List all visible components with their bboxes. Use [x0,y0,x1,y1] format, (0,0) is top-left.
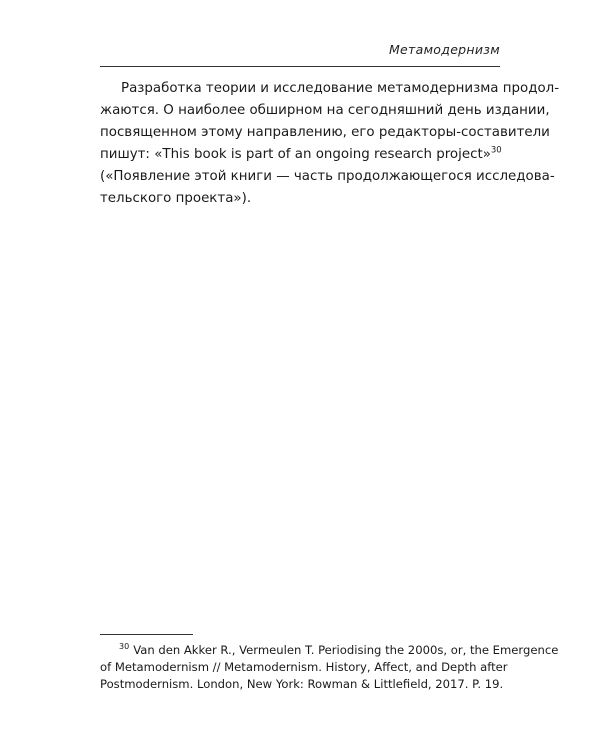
running-head-title: Метамодернизм [388,42,500,57]
footnote-line: Postmodernism. London, New York: Rowman & Littlefield, 2017. P. 19. [100,677,504,691]
footnote-line-text: Van den Akker R., Vermeulen T. Periodising the 2000s, or, the Emergence [133,643,559,657]
paragraph-line: Разработка теории и исследование метамодернизма продол- [121,81,560,96]
footnote-reference[interactable]: 30 [490,145,502,156]
paragraph-line: посвященном этому направлению, его редакторы-составители [100,125,550,140]
header-rule [100,66,500,67]
paragraph-line: жаются. О наиболее обширном на сегодняшний день издании, [100,103,550,118]
footnote [100,642,559,693]
paragraph-line-with-footnote-ref [100,144,500,166]
body-paragraph [100,78,560,210]
footnote-line: of Metamodernism // Metamodernism. History, Affect, and Depth after [100,660,508,674]
footnote-separator [100,634,193,635]
footnote-line [100,642,559,659]
footnote-number: 30 [119,642,130,652]
paragraph-line-text: пишут: «This book is part of an ongoing research project» [100,147,491,162]
paragraph-line: («Появление этой книги — часть продолжающегося исследова- [100,169,555,184]
paragraph-line: тельского проекта»). [100,191,252,206]
